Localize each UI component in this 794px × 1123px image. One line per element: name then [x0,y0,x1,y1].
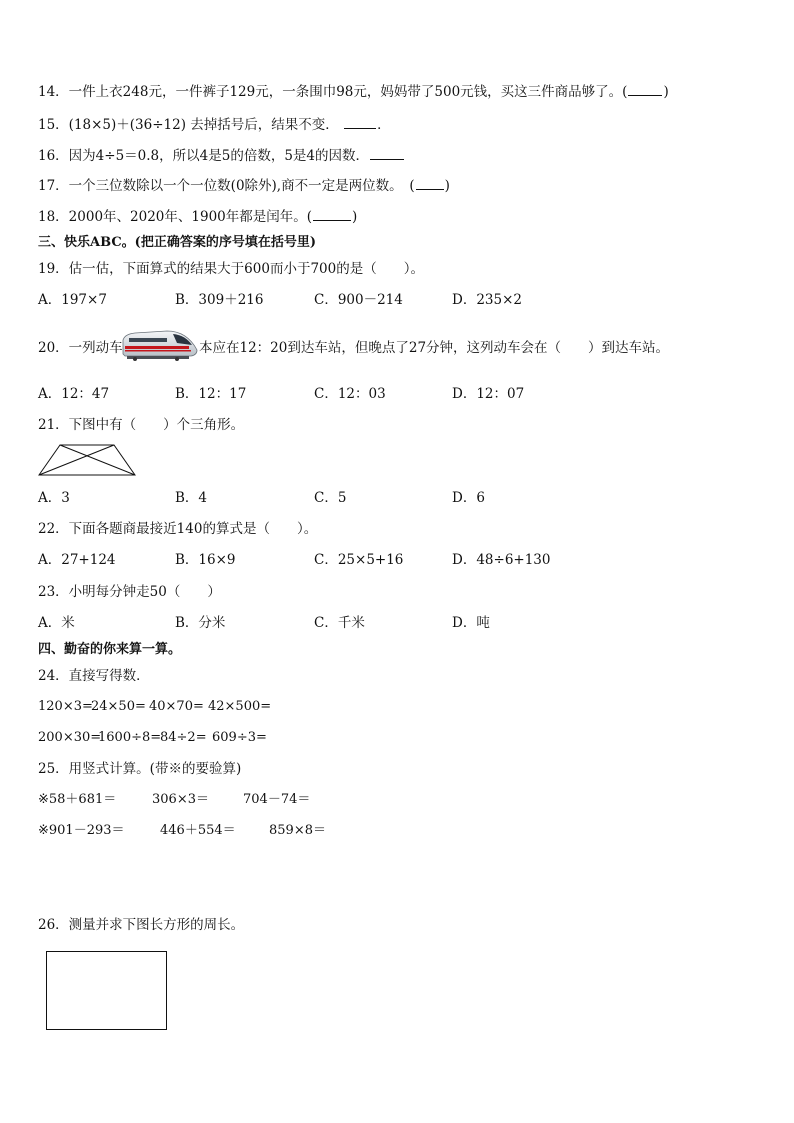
option-a[interactable]: A．12：47 [38,386,110,402]
option-d[interactable]: D．吨 [452,615,490,631]
question-17-text: 17．一个三位数除以一个一位数(0除外),商不一定是两位数。 ( [38,178,415,194]
train-image [121,326,199,362]
answer-blank[interactable] [313,208,351,221]
answer-blank[interactable] [370,147,404,160]
rectangle-figure [46,951,167,1030]
question-22: 22．下面各题商最接近140的算式是（ ）。 [38,521,318,537]
question-14-text: 14．一件上衣248元，一件裤子129元，一条围巾98元，妈妈带了500元钱，买这三件商品够了。( [38,84,628,100]
question-23: 23．小明每分钟走50（ ） [38,584,221,600]
section-title: 三、快乐ABC。(把正确答案的序号填在括号里) [38,235,316,250]
question-19: 19．估一估，下面算式的结果大于600而小于700的是（ ）。 [38,261,424,277]
option-a[interactable]: A．197×7 [38,292,107,308]
question-24: 24．直接写得数． [38,668,150,684]
option-b[interactable]: B．12：17 [175,386,247,402]
option-c[interactable]: C．千米 [314,615,365,631]
option-a[interactable]: A．27+124 [38,552,116,568]
option-b[interactable]: B．309＋216 [175,292,264,308]
answer-blank[interactable] [344,116,376,129]
calc-item: 609÷3= [212,730,267,745]
question-16-text: 16．因为4÷5＝0.8，所以4是5的倍数，5是4的因数． [38,148,369,164]
calc-item: 1600÷8= [98,730,162,745]
calc-item: 40×70= [149,699,204,714]
question-14: 14．一件上衣248元，一件裤子129元，一条围巾98元，妈妈带了500元钱，买这三件商品够了。( ) [38,84,669,100]
calc-item: 42×500= [208,699,272,714]
option-b[interactable]: B．16×9 [175,552,236,568]
calc-item: ※58＋681＝ [38,792,117,807]
option-d[interactable]: D．6 [452,490,485,506]
option-b[interactable]: B．4 [175,490,208,506]
question-21: 21．下图中有（ ）个三角形。 [38,417,245,433]
question-25: 25．用竖式计算。(带※的要验算) [38,761,242,777]
question-26: 26．测量并求下图长方形的周长。 [38,917,245,933]
section-title: 四、勤奋的你来算一算。 [38,642,182,657]
option-c[interactable]: C．12：03 [314,386,386,402]
question-18-text: 18．2000年、2020年、1900年都是闰年。( [38,209,313,225]
option-a[interactable]: A．3 [38,490,70,506]
calc-item: 200×30= [38,730,102,745]
question-20-rest: 本应在12：20到达车站，但晚点了27分钟，这列动车会在（ ）到达车站。 [199,340,670,356]
answer-blank[interactable] [416,177,444,190]
calc-item: 859×8＝ [269,823,326,838]
calc-item: 120×3= [38,699,93,714]
question-15: 15．(18×5)＋(36÷12) 去掉括号后，结果不变． ． [38,117,391,133]
question-15-text: 15．(18×5)＋(36÷12) 去掉括号后，结果不变． [38,117,339,133]
option-a[interactable]: A．米 [38,615,75,631]
option-d[interactable]: D．48÷6+130 [452,552,551,568]
calc-item: 446＋554＝ [160,823,236,838]
question-18: 18．2000年、2020年、1900年都是闰年。( ) [38,209,358,225]
option-d[interactable]: D．12：07 [452,386,525,402]
option-c[interactable]: C．900－214 [314,292,403,308]
option-c[interactable]: C．25×5+16 [314,552,404,568]
calc-item: 306×3＝ [152,792,209,807]
option-b[interactable]: B．分米 [175,615,226,631]
calc-item: 24×50= [91,699,146,714]
option-c[interactable]: C．5 [314,490,347,506]
question-16 [38,147,405,165]
trapezoid-figure [38,444,138,476]
question-20: 20．一列动车 [38,340,123,356]
calc-item: 84÷2= [160,730,207,745]
option-d[interactable]: D．235×2 [452,292,522,308]
calc-item: ※901－293＝ [38,823,125,838]
question-17: 17．一个三位数除以一个一位数(0除外),商不一定是两位数。 ( ) [38,178,450,194]
calc-item: 704－74＝ [243,792,311,807]
answer-blank[interactable] [628,83,662,96]
